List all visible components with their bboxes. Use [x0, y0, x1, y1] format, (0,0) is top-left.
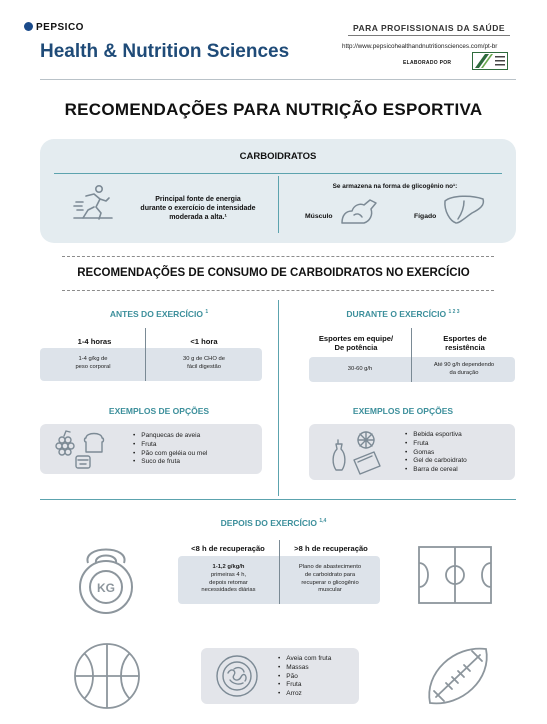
carbs-energy-line: durante o exercício de intensidade [140, 205, 256, 213]
value-line: de carboidrato para [304, 571, 356, 578]
during-col1-header [302, 334, 410, 353]
list-item: • Pão [278, 673, 331, 682]
value-line: depois retomar [209, 579, 248, 586]
before-options-title: EXEMPLOS DE OPÇÕES [108, 406, 210, 416]
pepsico-brand [24, 22, 84, 33]
value-line: fácil digestão [187, 363, 221, 370]
after-col1-header: <8 h de recuperação [191, 544, 265, 553]
carbs-divider [54, 173, 502, 174]
during-ref: 1 2 3 [448, 309, 460, 316]
value-line: Até 90 g/h dependendo [433, 362, 495, 368]
carbs-energy-text [128, 195, 268, 222]
liver-icon [442, 193, 486, 225]
value-line: 30 g de CHO de [183, 356, 225, 362]
header-line: De potência [334, 343, 378, 353]
recommendations-title: RECOMENDAÇÕES DE CONSUMO DE CARBOIDRATOS NO EXERCÍCIO [77, 267, 470, 279]
pepsico-logo-icon [24, 22, 33, 31]
value-line: muscular [318, 587, 342, 594]
kettlebell-icon [72, 537, 140, 615]
dashed-rule-top [62, 256, 494, 257]
audience-label: PARA PROFISSIONAIS DA SAÚDE [348, 23, 510, 36]
value-line: da duração [449, 369, 479, 376]
carbs-title: CARBOIDRATOS [239, 151, 317, 162]
list-item: • Pão com geléia ou mel [133, 450, 207, 459]
list-item: • Fruta [405, 440, 467, 449]
before-col1-header: 1-4 horas [77, 337, 112, 346]
value-line: necessidades diárias [201, 587, 256, 594]
list-item: • Aveia com fruta [278, 655, 331, 664]
during-options-list [405, 431, 467, 475]
header-divider [40, 79, 516, 80]
before-title-text: ANTES DO EXERCÍCIO [109, 309, 203, 319]
during-divider [411, 328, 412, 382]
list-item: • Barra de cereal [405, 466, 467, 475]
before-options-list [133, 432, 207, 467]
after-exercise-title [0, 518, 547, 528]
before-col1-value [44, 356, 142, 372]
drink-orange-gel-icon [330, 430, 400, 476]
runner-icon [72, 184, 116, 222]
column-divider [278, 300, 279, 496]
carbs-energy-line: Principal fonte de energia [155, 196, 241, 203]
before-divider [145, 328, 146, 381]
during-exercise-title [290, 309, 516, 319]
carbs-energy-line: moderada a alta.¹ [169, 214, 227, 222]
header-line: resistência [445, 343, 485, 353]
website-url[interactable]: http://www.pepsicohealthandnutritionsciences.com/pt-br [342, 43, 498, 50]
header-line: Esportes em equipe/ [318, 334, 394, 343]
after-ref: 1,4 [319, 518, 327, 525]
list-item: • Suco de fruta [133, 458, 207, 467]
after-options-list [278, 655, 331, 699]
list-item: • Arroz [278, 690, 331, 699]
dashed-rule-bottom [62, 290, 494, 291]
court-icon [417, 545, 493, 605]
muscle-label: Músculo [305, 213, 333, 220]
partner-logo-icon [472, 52, 508, 70]
during-title-text: DURANTE O EXERCÍCIO [346, 309, 447, 319]
section-divider [40, 499, 516, 500]
basketball-icon [72, 641, 142, 711]
value-line: recuperar o glicogênio [301, 579, 359, 586]
value-line: peso corporal [75, 363, 111, 370]
during-col2-value [413, 362, 515, 378]
after-title-text: DEPOIS DO EXERCÍCIO [220, 518, 318, 528]
during-col1-value: 30-60 g/h [347, 366, 373, 372]
football-icon [424, 643, 492, 709]
list-item: • Gel de carboidrato [405, 457, 467, 466]
list-item: • Panquecas de aveia [133, 432, 207, 441]
after-col2-value [281, 564, 379, 595]
value-line: primeiras 4 h, [210, 571, 247, 578]
publisher-title: Health & Nutrition Sciences [40, 41, 290, 62]
list-item: • Gomas [405, 449, 467, 458]
during-col2-header [415, 334, 515, 353]
bicep-muscle-icon [340, 197, 378, 225]
after-divider [279, 540, 280, 604]
after-col2-header: >8 h de recuperação [294, 544, 368, 553]
fruit-bread-icon [50, 428, 112, 472]
list-item: • Fruta [278, 681, 331, 690]
carbs-vertical-divider [278, 176, 279, 233]
glycogen-storage-text: Se armazena na forma de glicogênio no¹: [332, 183, 458, 190]
header-line: Esportes de [443, 334, 487, 343]
value-line: Plano de abastecimento [298, 564, 362, 570]
value-line: 1-1,2 g/kg/h [212, 564, 245, 570]
list-item: • Massas [278, 664, 331, 673]
before-col2-header: <1 hora [190, 337, 218, 346]
before-ref: 1 [205, 309, 209, 316]
page-title: RECOMENDAÇÕES PARA NUTRIÇÃO ESPORTIVA [64, 100, 483, 119]
kettlebell-label: KG [97, 581, 115, 595]
value-line: 1-4 g/kg de [78, 356, 108, 362]
after-col1-value [180, 564, 277, 595]
during-options-title: EXEMPLOS DE OPÇÕES [352, 406, 454, 416]
elaborated-by-label: ELABORADO POR [403, 60, 452, 66]
pasta-bowl-icon [214, 653, 260, 699]
before-exercise-title [40, 309, 278, 319]
list-item: • Fruta [133, 441, 207, 450]
list-item: • Bebida esportiva [405, 431, 467, 440]
brand-name: PEPSICO [36, 22, 84, 33]
liver-label: Fígado [414, 213, 437, 220]
before-col2-value [148, 356, 260, 372]
